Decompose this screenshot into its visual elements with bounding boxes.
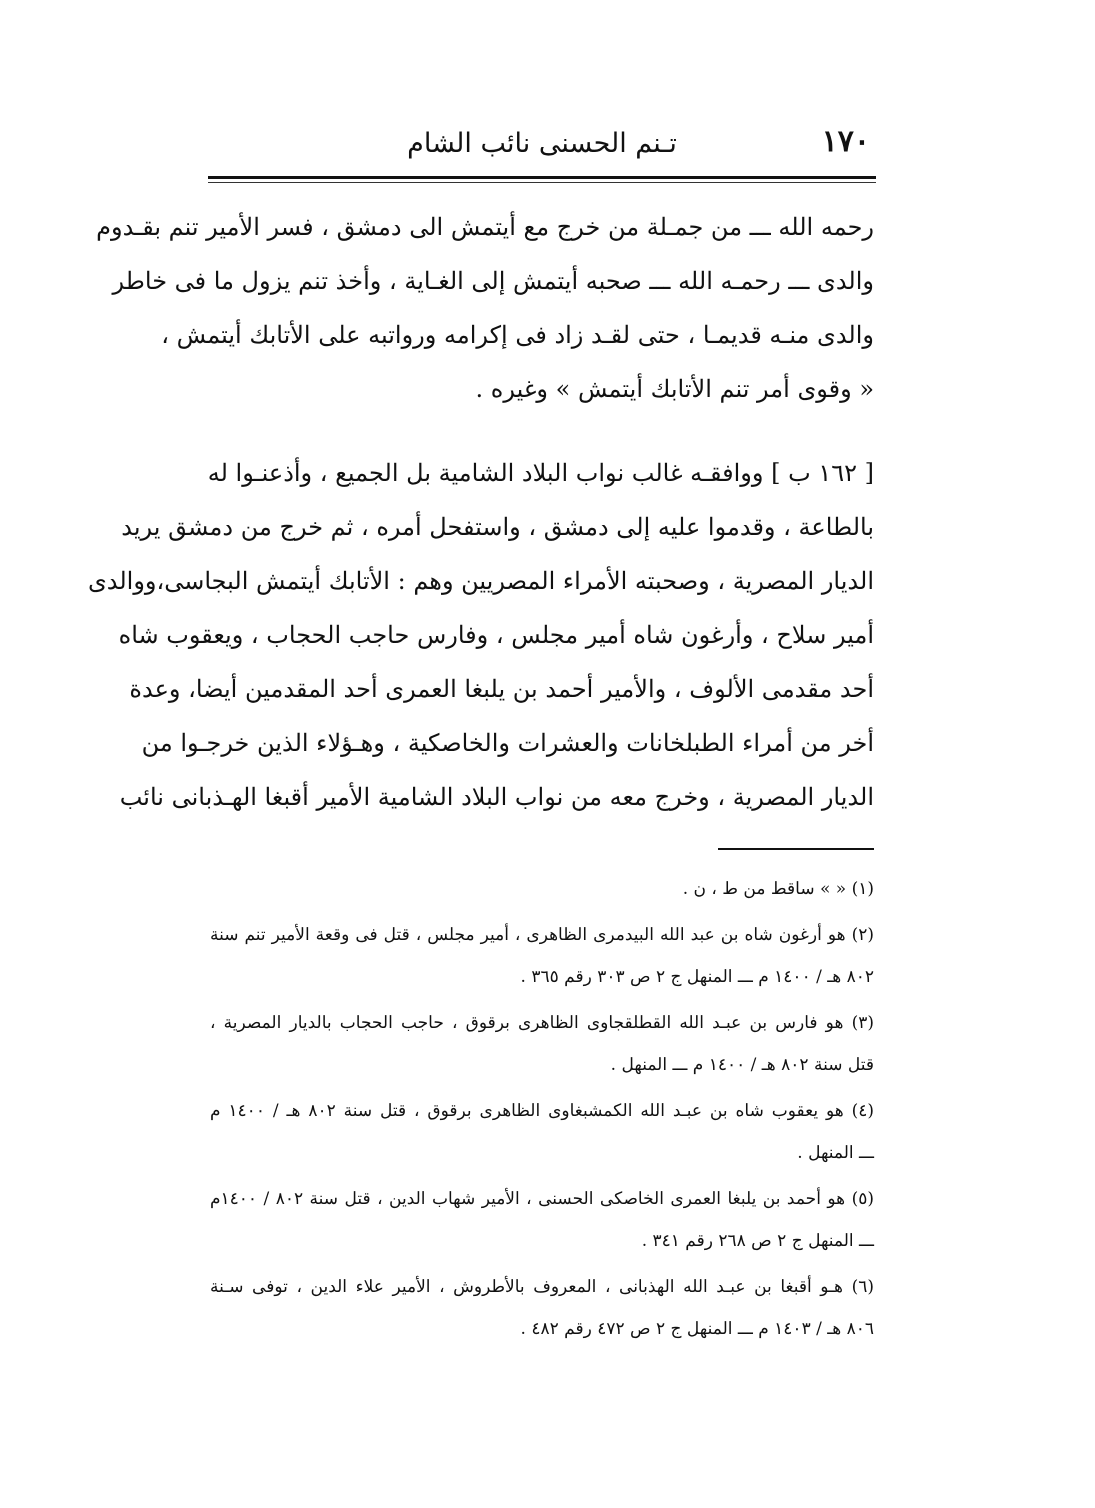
footnote-line: ـــ المنهل ج ٢ ص ٢٦٨ رقم ٣٤١ . [641, 1231, 874, 1251]
text-line: [ ١٦٢ ب ] ووافقـه غالب نواب البلاد الشامية بل الجميع ، وأذعنـوا له [207, 459, 874, 487]
text-line: الديار المصرية ، وخرج معه من نواب البلاد الشامية الأمير أقبغا الهـذبانى نائب [119, 783, 874, 811]
footnote-line: (١) « » ساقط من ط ، ن . [682, 879, 874, 899]
text-line: أحد مقدمى الألوف ، والأمير أحمد بن يلبغا العمرى أحد المقدمين أيضا، وعدة [129, 675, 874, 703]
page-number: ١٧٠ [821, 124, 870, 159]
footnote-line: (٦) هـو أقبغا بن عبـد الله الهذبانى ، المعروف بالأطروش ، الأمير علاء الدين ، توفى سـنة [210, 1277, 874, 1297]
footnote-line: ٨٠٦ هـ / ١٤٠٣ م ـــ المنهل ج ٢ ص ٤٧٢ رقم ٤٨٢ . [520, 1319, 874, 1339]
page-header [208, 118, 876, 174]
footnote-line: (٥) هو أحمد بن يلبغا العمرى الخاصكى الحسنى ، الأمير شهاب الدين ، قتل سنة ٨٠٢ / ١٤٠٠م [210, 1189, 874, 1209]
text-line: رحمه الله ـــ من جمـلة من خرج مع أيتمش الى دمشق ، فسر الأمير تنم بقـدوم [96, 213, 874, 241]
footnote-line: ـــ المنهل . [797, 1143, 874, 1163]
text-line: أمير سلاح ، وأرغون شاه أمير مجلس ، وفارس حاجب الحجاب ، ويعقوب شاه [118, 621, 874, 649]
footnote-line: (٢) هو أرغون شاه بن عبد الله البيدمرى الظاهرى ، أمير مجلس ، قتل فى وقعة الأمير تنم سنة [210, 925, 874, 945]
footnote-separator [718, 848, 874, 850]
footnote-line: (٣) هو فارس بن عبـد الله القطلقجاوى الظاهرى برقوق ، حاجب الحجاب بالديار المصرية ، [210, 1013, 874, 1033]
footnote-line: قتل سنة ٨٠٢ هـ / ١٤٠٠ م ـــ المنهل . [610, 1055, 874, 1075]
header-rule [208, 176, 876, 179]
text-line: والدى ـــ رحمـه الله ـــ صحبه أيتمش إلى الغـاية ، وأخذ تنم يزول ما فى خاطر [112, 267, 874, 295]
main-text [87, 200, 874, 824]
text-line: الديار المصرية ، وصحبته الأمراء المصريين وهم : الأتابك أيتمش البجاسى،ووالدى [87, 567, 874, 595]
running-title: تـنم الحسنى نائب الشام [407, 128, 677, 159]
footnote-line: ٨٠٢ هـ / ١٤٠٠ م ـــ المنهل ج ٢ ص ٣٠٣ رقم ٣٦٥ . [520, 967, 874, 987]
footnote-line: (٤) هو يعقوب شاه بن عبـد الله الكمشبغاوى الظاهرى برقوق ، قتل سنة ٨٠٢ هـ / ١٤٠٠ م [210, 1101, 874, 1121]
paragraph-gap [210, 416, 874, 446]
text-line: « وقوى أمر تنم الأتابك أيتمش » وغيره . [475, 375, 874, 403]
footnotes [210, 868, 874, 1350]
text-line: أخر من أمراء الطبلخانات والعشرات والخاصكية ، وهـؤلاء الذين خرجـوا من [141, 729, 874, 757]
text-line: بالطاعة ، وقدموا عليه إلى دمشق ، واستفحل أمره ، ثم خرج من دمشق يريد [121, 513, 874, 541]
text-line: والدى منـه قديمـا ، حتى لقـد زاد فى إكرامه ورواتبه على الأتابك أيتمش ، [161, 321, 874, 349]
header-rule-thin [208, 182, 876, 183]
